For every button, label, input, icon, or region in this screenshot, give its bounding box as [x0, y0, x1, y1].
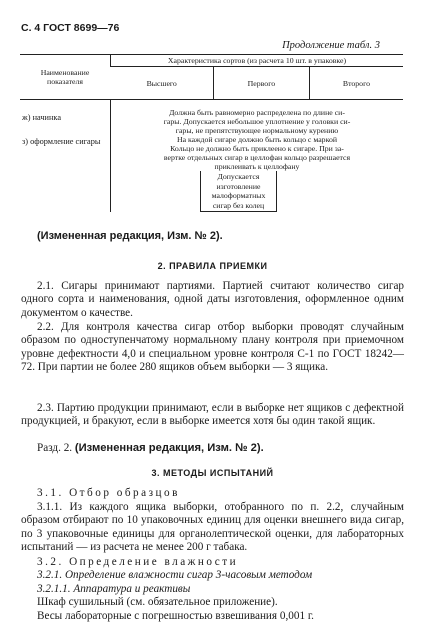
paragraph-3-1-1: 3.1.1. Из каждого ящика выборки, отобранного по п. 2.2, случайным образом отбирают по 10 упаковочных единиц для оценки внешнего вида сигар, по 3 упаковочные единицы для органолептической оценки, для лабораторных испытаний — из расчета не менее 200 г табака. — [21, 501, 404, 554]
paragraph-2-3: 2.3. Партию продукции принимают, если в выборке нет ящиков с дефектной продукцией, и бракуют, если в выборке имеется хотя бы один такой ящик. — [21, 402, 404, 428]
column-header-group: Характеристика сортов (из расчета 10 шт. в упаковке) — [111, 55, 404, 67]
table-continuation-label: Продолжение табл. 3 — [282, 40, 380, 51]
section-3-title: 3. МЕТОДЫ ИСПЫТАНИЙ — [151, 468, 274, 478]
column-header-grade-first: Первого — [213, 67, 309, 100]
paragraph-3-1: 3.1. Отбор образцов — [37, 487, 180, 499]
paragraph-3-2: 3.2. Определение влажности — [37, 556, 239, 568]
section-2-title: 2. ПРАВИЛА ПРИЕМКИ — [157, 261, 268, 271]
desc-line: приклеивать к целлофану — [214, 162, 300, 171]
row-description — [111, 100, 404, 213]
paragraph-2-2: 2.2. Для контроля качества сигар отбор выборки проводят случайным образом по одноступенчатому нормальному плану контроля при приемочном уровне дефектности 4,0 и специальном уровне контроля С-1 по ГОСТ 18242—72. При партии не более 280 ящиков объем выборки — 3 ящика. — [21, 321, 404, 374]
column-header-grade-top: Высшего — [111, 67, 214, 100]
row-label-design: з) оформление сигары — [22, 137, 101, 146]
row-label-filling: ж) начинка з) оформление сигары — [20, 100, 111, 213]
equipment-oven: Шкаф сушильный (см. обязательное приложение). — [37, 596, 278, 608]
desc-line: вертке отдельных сигар в целлофан кольцо разрешается — [163, 153, 351, 162]
paragraph-3-2-1: 3.2.1. Определение влажности сигар 3-часовым методом — [37, 569, 313, 581]
extra-note-cell: Допускается изготовление малоформатных сигар без колец — [200, 171, 277, 212]
column-header-name: Наименование показателя — [20, 55, 111, 100]
paragraph-3-2-1-1: 3.2.1.1. Аппаратура и реактивы — [37, 583, 191, 595]
revision-note: (Измененная редакция, Изм. № 2). — [74, 442, 264, 454]
desc-line: На каждой сигаре должно быть кольцо с маркой — [176, 135, 338, 144]
desc-line: Должна быть равномерно распределена по длине си- — [169, 108, 345, 117]
desc-line: Кольцо не должно быть приклеено к сигаре. При за- — [170, 144, 344, 153]
desc-line: гары. Допускается небольшое уплотнение у головки си- — [163, 117, 351, 126]
column-header-grade-second: Второго — [309, 67, 403, 100]
equipment-scales: Весы лабораторные с погрешностью взвешивания 0,001 г. — [37, 610, 314, 622]
section-2-revision — [21, 442, 404, 455]
revision-note: (Измененная редакция, Изм. № 2). — [37, 230, 223, 242]
desc-line: гары, не препятствующее нормальному курению — [175, 126, 339, 135]
page-header: С. 4 ГОСТ 8699—76 — [21, 22, 120, 34]
paragraph-2-1: 2.1. Сигары принимают партиями. Партией считают количество сигар одного сорта и наименования, одной даты изготовления, оформленное одним документом о качестве. — [21, 280, 404, 319]
quality-table — [20, 54, 403, 212]
section-ref: Разд. 2. — [37, 442, 73, 454]
